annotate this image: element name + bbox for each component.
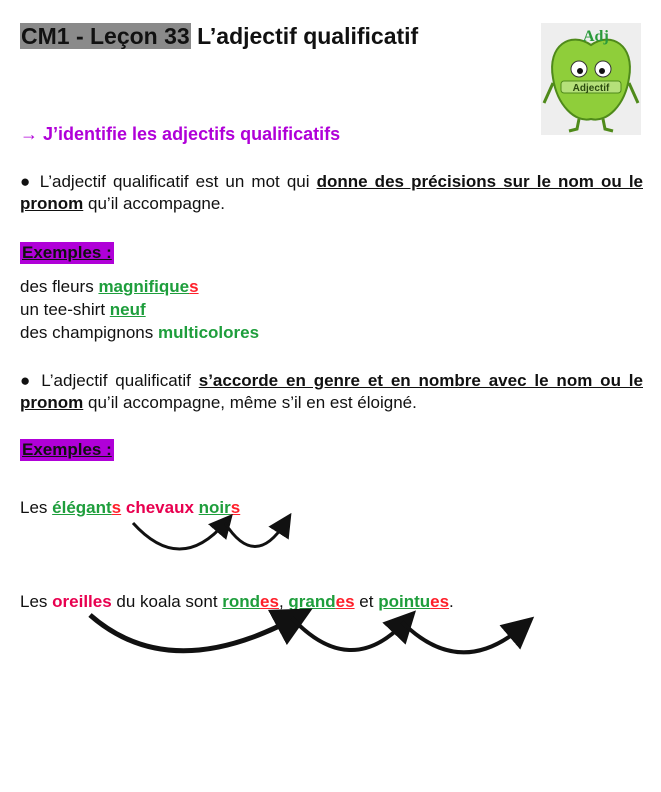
example-text: des fleurs bbox=[20, 277, 99, 296]
rule-paragraph-1 bbox=[20, 171, 643, 215]
adjective-stem: noir bbox=[198, 498, 231, 517]
rule-text-end: qu’il accompagne, même s’il en est éloigné. bbox=[83, 393, 417, 412]
adjective-stem: élégant bbox=[52, 498, 112, 517]
sentence-word: Les bbox=[20, 498, 53, 517]
arrow-right-icon: → bbox=[20, 124, 38, 144]
examples-label: Exemples : bbox=[22, 243, 112, 262]
arrow-curve bbox=[225, 523, 285, 547]
sentence-word: , bbox=[278, 592, 289, 611]
adjective-ending: s bbox=[189, 277, 199, 296]
example-line bbox=[20, 276, 199, 298]
arrow-curve bbox=[90, 615, 295, 651]
adjective-ending: s bbox=[111, 498, 122, 517]
rule-text-end: qu’il accompagne. bbox=[83, 194, 226, 213]
arrow-curve bbox=[292, 618, 405, 650]
examples-label: Exemples : bbox=[22, 440, 112, 459]
svg-text:Adj: Adj bbox=[583, 28, 609, 45]
example-sentence-2 bbox=[20, 591, 454, 613]
rule-text: L’adjectif qualificatif est un mot qui bbox=[32, 172, 317, 191]
noun: oreilles bbox=[52, 592, 112, 611]
sentence-word: du koala sont bbox=[111, 592, 223, 611]
section-heading bbox=[20, 124, 340, 145]
sentence-word: . bbox=[449, 592, 454, 611]
adjective-stem: multicolores bbox=[157, 323, 260, 342]
example-line bbox=[20, 299, 146, 321]
adjective-ending: es bbox=[260, 592, 279, 611]
lesson-number: CM1 - Leçon 33 bbox=[21, 23, 190, 49]
adjective-stem: neuf bbox=[109, 300, 146, 319]
rule-paragraph-2 bbox=[20, 370, 643, 414]
adjective-ending: es bbox=[430, 592, 450, 611]
rule-text: L’adjectif qualificatif bbox=[33, 371, 199, 390]
example-sentence-1 bbox=[20, 497, 240, 519]
adjective-ending: es bbox=[335, 592, 355, 611]
page-title bbox=[20, 23, 418, 50]
rule-key-phrase: donne des précisions sur le nom ou le pronom bbox=[20, 172, 643, 213]
adjective-stem: grand bbox=[288, 592, 336, 611]
bullet-icon: ● bbox=[20, 371, 34, 390]
lesson-subject: L’adjectif qualificatif bbox=[197, 23, 419, 49]
example-text: un tee-shirt bbox=[20, 300, 110, 319]
sentence-word: Les bbox=[20, 592, 53, 611]
example-line bbox=[20, 322, 259, 344]
arrow-curve bbox=[402, 622, 522, 652]
bullet-icon: ● bbox=[20, 172, 33, 191]
noun: chevaux bbox=[125, 498, 194, 517]
adjective-stem: rond bbox=[222, 592, 261, 611]
arrow-curve bbox=[133, 523, 225, 549]
adjective-stem: magnifique bbox=[98, 277, 190, 296]
section-heading-text: J’identifie les adjectifs qualificatifs bbox=[43, 124, 341, 144]
adjective-stem: pointu bbox=[378, 592, 431, 611]
rule-key-phrase: s’accorde en genre et en nombre avec le nom ou le pronom bbox=[20, 371, 643, 412]
adjective-mascot-image bbox=[541, 23, 641, 135]
example-text: des champignons bbox=[20, 323, 158, 342]
svg-text:Adjectif: Adjectif bbox=[572, 83, 610, 94]
sentence-word: et bbox=[354, 592, 379, 611]
adjective-ending: s bbox=[230, 498, 241, 517]
